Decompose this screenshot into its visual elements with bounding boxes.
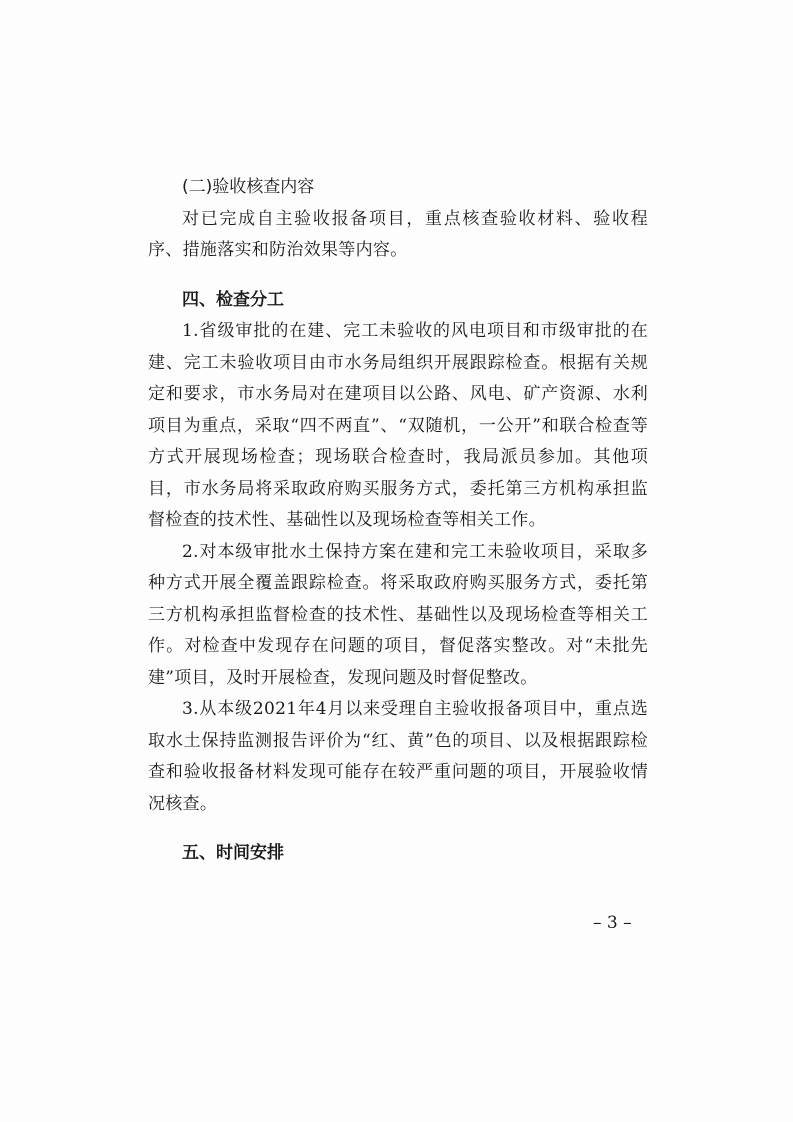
document-body (148, 172, 648, 870)
section-five-heading: 五、时间安排 (182, 843, 284, 863)
section-four-paragraph-1: 1.省级审批的在建、完工未验收的风电项目和市级审批的在建、完工未验收项目由市水务局组织开展跟踪检查。根据有关规定和要求，市水务局对在建项目以公路、风电、矿产资源、水利项目为重点，采取“四不两直”、“双随机，一公开”和联合检查等方式开展现场检查；现场联合检查时，我局派员参加。其他项目，市水务局将采取政府购买服务方式，委托第三方机构承担监督检查的技术性、基础性以及现场检查等相关工作。 (148, 321, 648, 530)
section-two-paragraph: 对已完成自主验收报备项目，重点核查验收材料、验收程序、措施落实和防治效果等内容。 (148, 208, 648, 260)
spacer (148, 820, 648, 838)
section-four-heading: 四、检查分工 (182, 289, 284, 310)
section-four-paragraph-2: 2.对本级审批水土保持方案在建和完工未验收项目，采取多种方式开展全覆盖跟踪检查。将采取政府购买服务方式，委托第三方机构承担监督检查的技术性、基础性以及现场检查等相关工作。对检查中发现存在问题的项目，督促落实整改。对“未批先建”项目，及时开展检查，发现问题及时督促整改。 (148, 541, 648, 688)
page-number: – 3 – (593, 913, 632, 933)
section-two-heading: (二)验收核查内容 (182, 177, 315, 197)
section-four-paragraph-3: 3.从本级2021年4月以来受理自主验收报备项目中，重点选取水土保持监测报告评价为“红、黄”色的项目、以及根据跟踪检查和验收报备材料发现可能存在较严重问题的项目，开展验收情况核查。 (148, 699, 648, 814)
spacer (148, 267, 648, 285)
